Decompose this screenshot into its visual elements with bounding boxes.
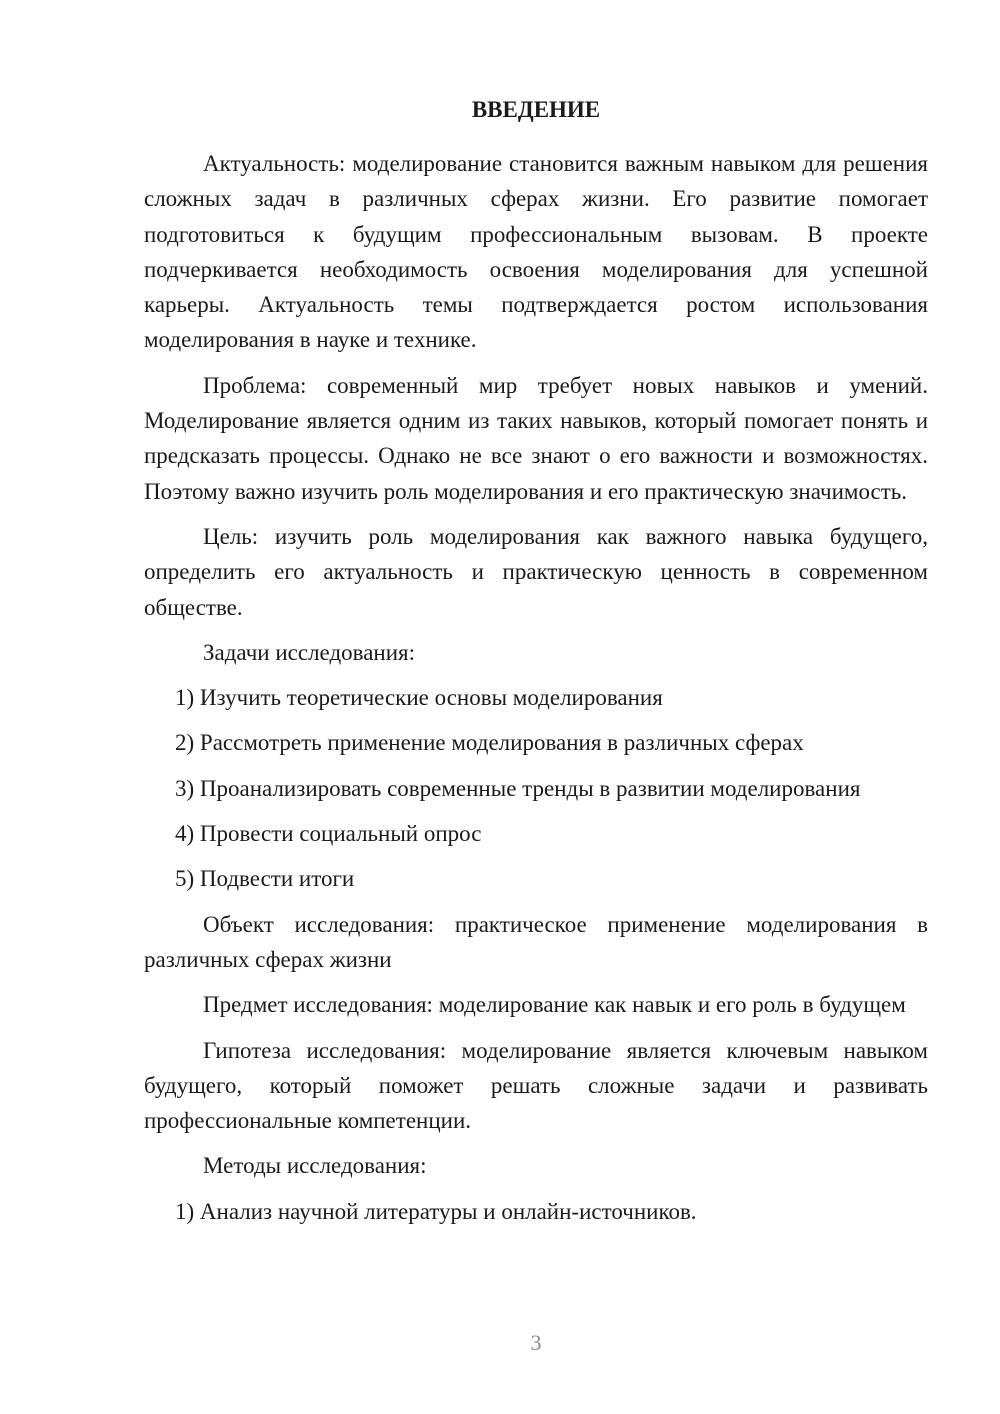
list-item: 4) Провести социальный опрос [175,821,482,847]
list-item: 1) Изучить теоретические основы моделирования [175,685,663,711]
problem-paragraph: Проблема: современный мир требует новых навыков и умений. Моделирование является одним из таких навыков, который помогает понять и предсказать процессы. Однако не все знают о его важности и возможностях. Поэтому важно изучить роль моделирования и его практическую значимость. [144,372,928,504]
object-paragraph: Объект исследования: практическое применение моделирования в различных сферах жизни [144,911,928,972]
list-item: 2) Рассмотреть применение моделирования в различных сферах [175,730,804,756]
tasks-heading: Задачи исследования: [203,639,416,665]
tasks-list [144,680,928,896]
page-content [144,92,928,1239]
subject-paragraph: Предмет исследования: моделирование как навык и его роль в будущем [203,992,906,1018]
list-item: 3) Проанализировать современные тренды в развитии моделирования [175,775,861,801]
methods-heading: Методы исследования: [203,1153,427,1179]
goal-paragraph: Цель: изучить роль моделирования как важного навыка будущего, определить его актуальность и практическую ценность в современном обществе. [144,523,928,620]
list-item: 1) Анализ научной литературы и онлайн-источников. [175,1198,697,1224]
page-number: 3 [530,1330,542,1355]
list-item: 5) Подвести итоги [175,866,355,892]
section-title: ВВЕДЕНИЕ [471,97,601,122]
methods-list [144,1194,928,1229]
hypothesis-paragraph: Гипотеза исследования: моделирование является ключевым навыком будущего, который поможет решать сложные задачи и развивать профессиональные компетенции. [144,1037,928,1134]
relevance-paragraph: Актуальность: моделирование становится важным навыком для решения сложных задач в различных сферах жизни. Его развитие помогает подготовиться к будущим профессиональным вызовам. В проекте подчеркивается необходимость освоения моделирования для успешной карьеры. Актуальность темы подтверждается ростом использования моделирования в науке и технике. [144,151,928,353]
